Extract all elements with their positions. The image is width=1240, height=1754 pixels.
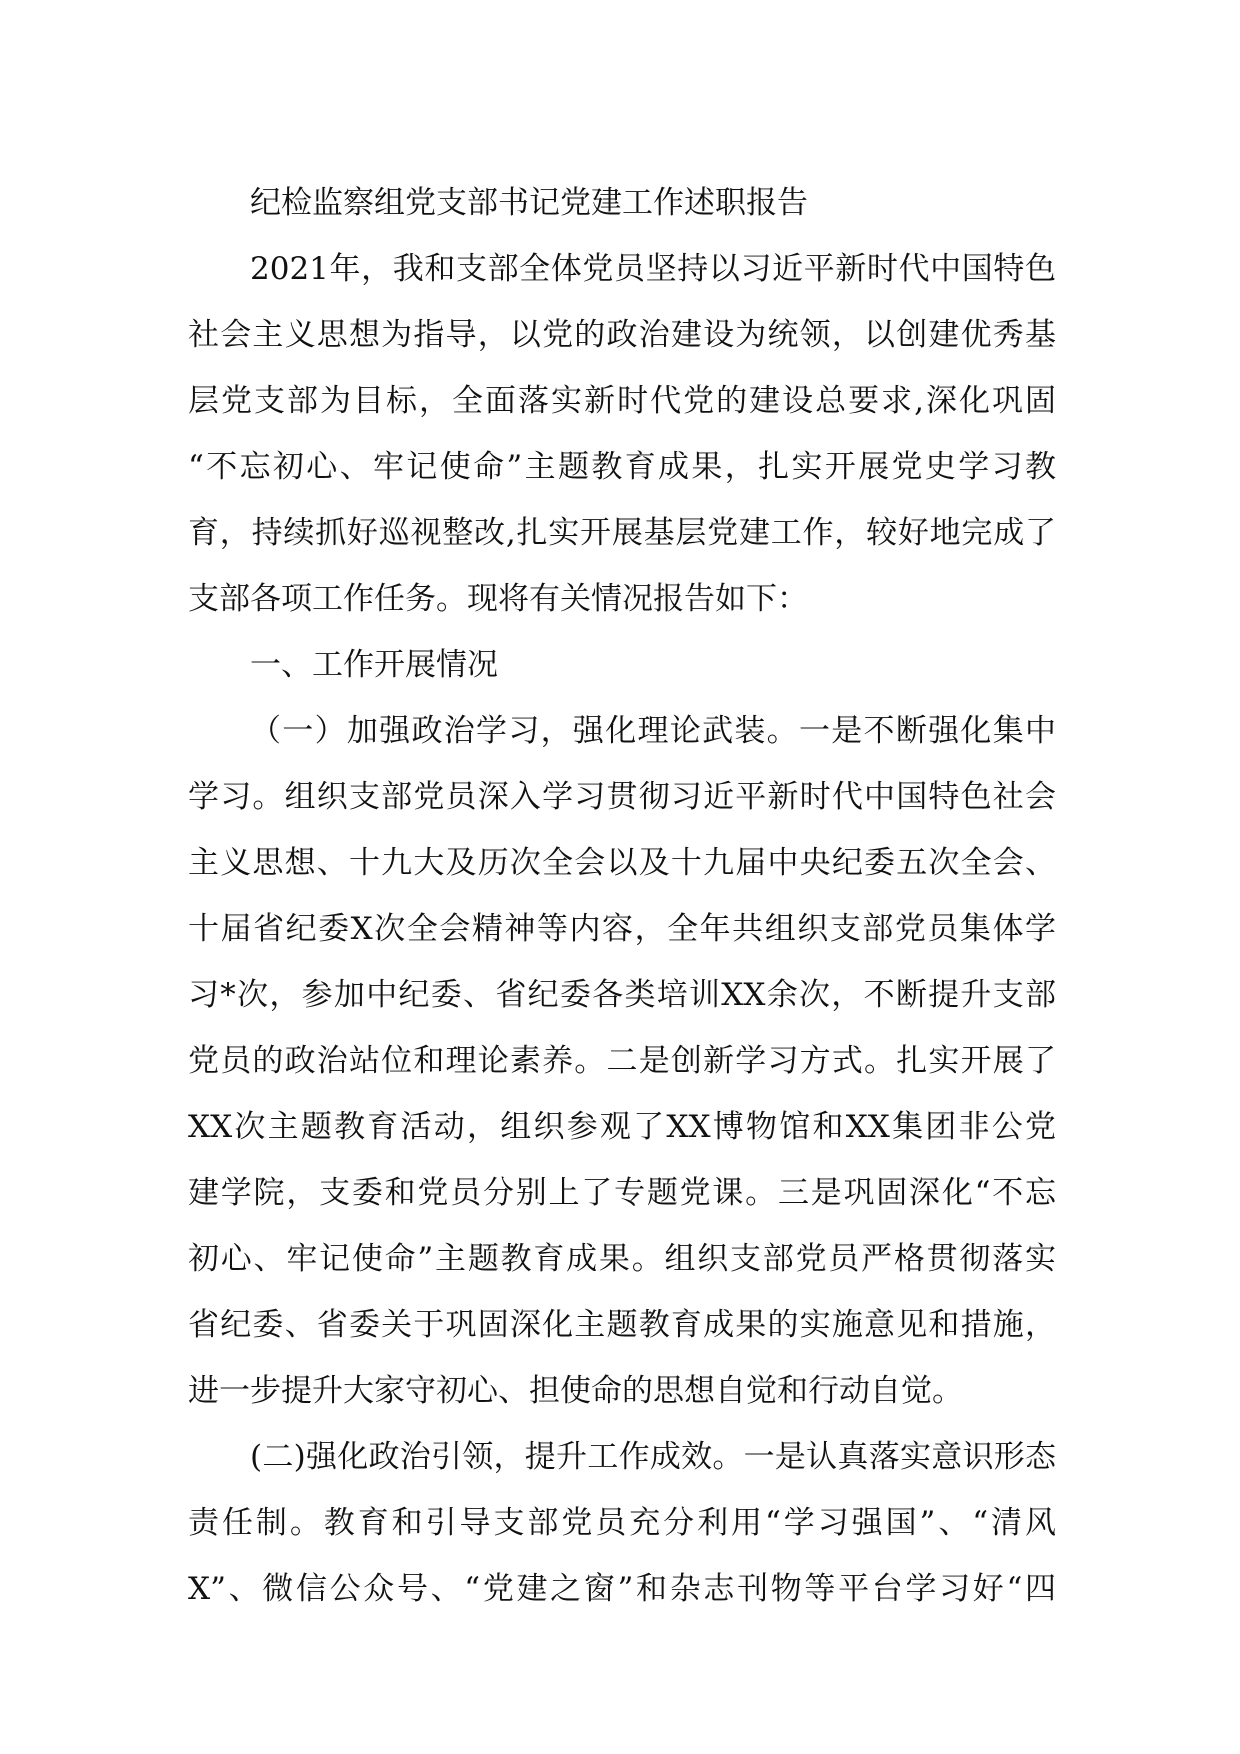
paragraph-line: 层党支部为目标，全面落实新时代党的建设总要求,深化巩固 [188,383,1056,419]
paragraph-line: 省纪委、省委关于巩固深化主题教育成果的实施意见和措施， [188,1307,1056,1343]
paragraph-line: 主义思想、十九大及历次全会以及十九届中央纪委五次全会、 [188,845,1056,881]
paragraph-line: 进一步提升大家守初心、担使命的思想自觉和行动自觉。 [188,1373,963,1409]
paragraph-line: 党员的政治站位和理论素养。二是创新学习方式。扎实开展了 [188,1043,1056,1079]
paragraph-line: 责任制。教育和引导支部党员充分利用“学习强国”、“清风 [188,1505,1056,1541]
paragraph-line: 2021年，我和支部全体党员坚持以习近平新时代中国特色 [250,251,1056,287]
paragraph-line: 支部各项工作任务。现将有关情况报告如下： [188,581,808,617]
paragraph-line: 社会主义思想为指导，以党的政治建设为统领，以创建优秀基 [188,317,1056,353]
paragraph-line: 育，持续抓好巡视整改,扎实开展基层党建工作，较好地完成了 [188,515,1056,551]
paragraph-line: X”、微信公众号、“党建之窗”和杂志刊物等平台学习好“四 [188,1571,1056,1607]
paragraph-line: XX次主题教育活动，组织参观了XX博物馆和XX集团非公党 [188,1109,1056,1145]
document-content [188,170,1056,1622]
paragraph-line: “不忘初心、牢记使命”主题教育成果，扎实开展党史学习教 [188,449,1056,485]
paragraph-line: 初心、牢记使命”主题教育成果。组织支部党员严格贯彻落实 [188,1241,1056,1277]
document-body [188,236,1056,1622]
section-heading: 一、工作开展情况 [250,647,498,683]
paragraph-line: 建学院，支委和党员分别上了专题党课。三是巩固深化“不忘 [188,1175,1056,1211]
document-title: 纪检监察组党支部书记党建工作述职报告 [250,185,808,221]
paragraph-line: （一）加强政治学习，强化理论武装。一是不断强化集中 [250,713,1056,749]
paragraph-line: 习*次，参加中纪委、省纪委各类培训XX余次，不断提升支部 [188,977,1056,1013]
paragraph-line: (二)强化政治引领，提升工作成效。一是认真落实意识形态 [250,1439,1056,1475]
paragraph-line: 十届省纪委X次全会精神等内容，全年共组织支部党员集体学 [188,911,1056,947]
paragraph-line: 学习。组织支部党员深入学习贯彻习近平新时代中国特色社会 [188,779,1056,815]
